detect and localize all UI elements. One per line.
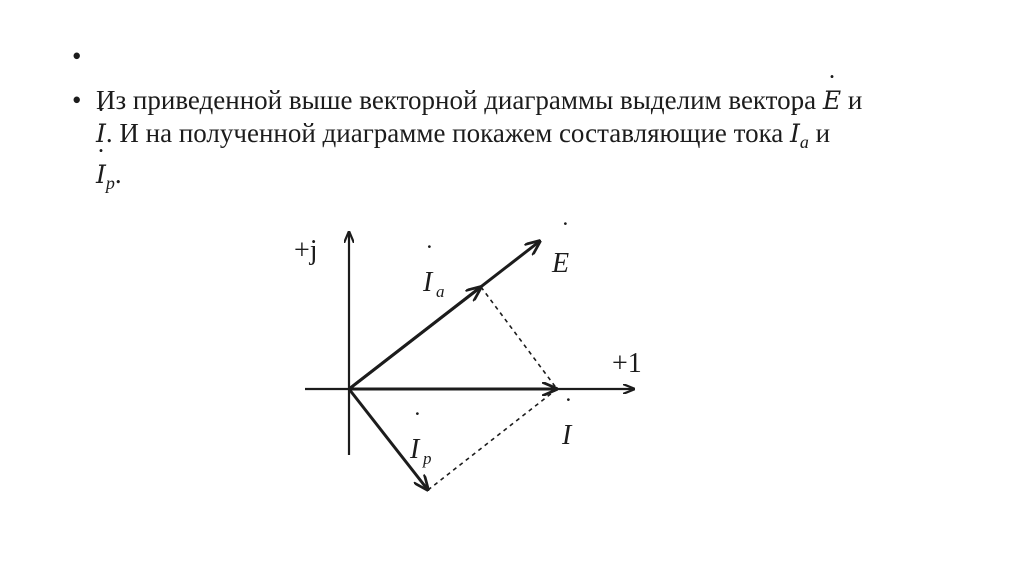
label-e-text: E xyxy=(552,248,570,279)
label-ia-dot: ˙ xyxy=(425,240,434,269)
bullet-dot: • xyxy=(72,41,82,71)
label-i xyxy=(561,393,573,451)
label-i-dot: ˙ xyxy=(564,393,573,422)
var-i: ˙ I xyxy=(96,118,106,150)
label-ip xyxy=(409,407,432,468)
label-ip-dot: ˙ xyxy=(413,407,422,436)
var-ia: ˙ I xyxy=(790,118,800,150)
bullet-dot: • xyxy=(72,85,82,115)
projection-line-ia xyxy=(481,287,557,389)
label-ip-sub: p xyxy=(423,449,432,468)
label-i-text: I xyxy=(562,420,572,451)
sub-a: a xyxy=(799,132,809,152)
var-e: ˙ E xyxy=(823,85,841,117)
text-part: . xyxy=(114,159,122,189)
label-e-dot: ˙ xyxy=(561,217,570,246)
text-part: Из приведенной выше векторной диаграммы выделим вектора xyxy=(96,85,823,115)
label-ia xyxy=(422,240,445,301)
label-ip-text: I xyxy=(410,434,420,465)
text-part: и xyxy=(808,118,831,148)
text-part: и xyxy=(841,85,863,115)
sub-p: p xyxy=(105,173,115,193)
label-ia-text: I xyxy=(423,267,433,298)
label-e xyxy=(551,217,570,279)
real-axis-label: +1 xyxy=(612,348,642,379)
var-ip: ˙ I xyxy=(96,159,106,191)
label-ia-sub: a xyxy=(436,282,445,301)
projection-line-ip xyxy=(428,389,557,490)
vector-ia xyxy=(349,287,481,389)
imag-axis-label: +j xyxy=(294,235,318,266)
text-part: . И на полученной диаграмме покажем составляющие тока xyxy=(105,118,791,148)
